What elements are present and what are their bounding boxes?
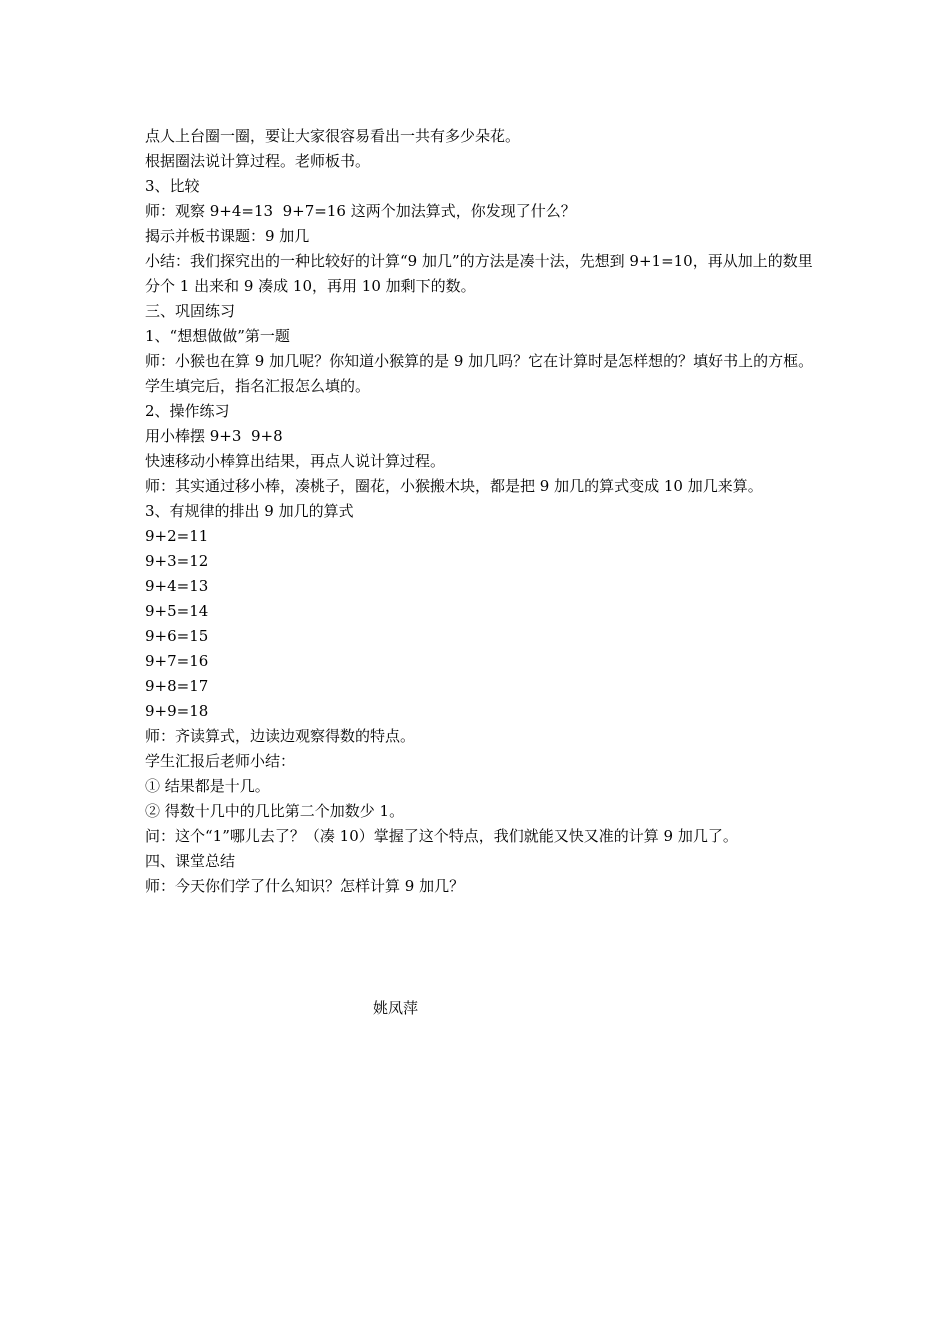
text-line: 点人上台圈一圈，要让大家很容易看出一共有多少朵花。 [145, 127, 521, 145]
equation-line: 9+7=16 [145, 652, 209, 670]
equation-line: 9+6=15 [145, 627, 209, 645]
equation-line: 9+3=12 [145, 552, 209, 570]
section-heading: 1、“想想做做”第一题 [145, 327, 290, 345]
section-heading: 3、有规律的排出 9 加几的算式 [145, 502, 354, 520]
text-line: 用小棒摆 9+3 9+8 [145, 427, 283, 445]
text-line: 快速移动小棒算出结果，再点人说计算过程。 [145, 452, 446, 470]
text-line: 师：齐读算式，边读边观察得数的特点。 [145, 727, 416, 745]
text-line: 揭示并板书课题：9 加几 [145, 227, 310, 245]
text-line: 问：这个“1”哪儿去了？（凑 10）掌握了这个特点，我们就能又快又准的计算 9 加几了。 [145, 827, 738, 845]
text-line: 学生填完后，指名汇报怎么填的。 [145, 377, 371, 395]
equation-line: 9+5=14 [145, 602, 209, 620]
text-line: 根据圈法说计算过程。老师板书。 [145, 152, 371, 170]
text-line: 师：小猴也在算 9 加几呢？你知道小猴算的是 9 加几吗？它在计算时是怎样想的？填好书上的方框。 [145, 352, 814, 370]
equation-line: 9+2=11 [145, 527, 209, 545]
list-item: ① 结果都是十几。 [145, 777, 270, 795]
text-line: 师：其实通过移小棒，凑桃子，圈花，小猴搬木块，都是把 9 加几的算式变成 10 加几来算。 [145, 477, 763, 495]
section-heading: 2、操作练习 [145, 402, 230, 420]
text-line: 学生汇报后老师小结： [145, 752, 296, 770]
equation-line: 9+8=17 [145, 677, 209, 695]
text-line: 师：今天你们学了什么知识？怎样计算 9 加几？ [145, 877, 465, 895]
section-heading: 四、课堂总结 [145, 852, 236, 870]
list-item: ② 得数十几中的几比第二个加数少 1。 [145, 802, 405, 820]
equation-line: 9+9=18 [145, 702, 209, 720]
author-signature: 姚凤萍 [373, 999, 419, 1017]
equation-line: 9+4=13 [145, 577, 209, 595]
text-line: 师：观察 9+4=13 9+7=16 这两个加法算式，你发现了什么？ [145, 202, 576, 220]
document-body [145, 124, 815, 899]
section-heading: 3、比较 [145, 177, 200, 195]
summary-paragraph: 小结：我们探究出的一种比较好的计算“9 加几”的方法是凑十法，先想到 9+1=10，再从加上的数里分个 1 出来和 9 凑成 10，再用 10 加剩下的数。 [145, 252, 813, 295]
section-heading: 三、巩固练习 [145, 302, 236, 320]
